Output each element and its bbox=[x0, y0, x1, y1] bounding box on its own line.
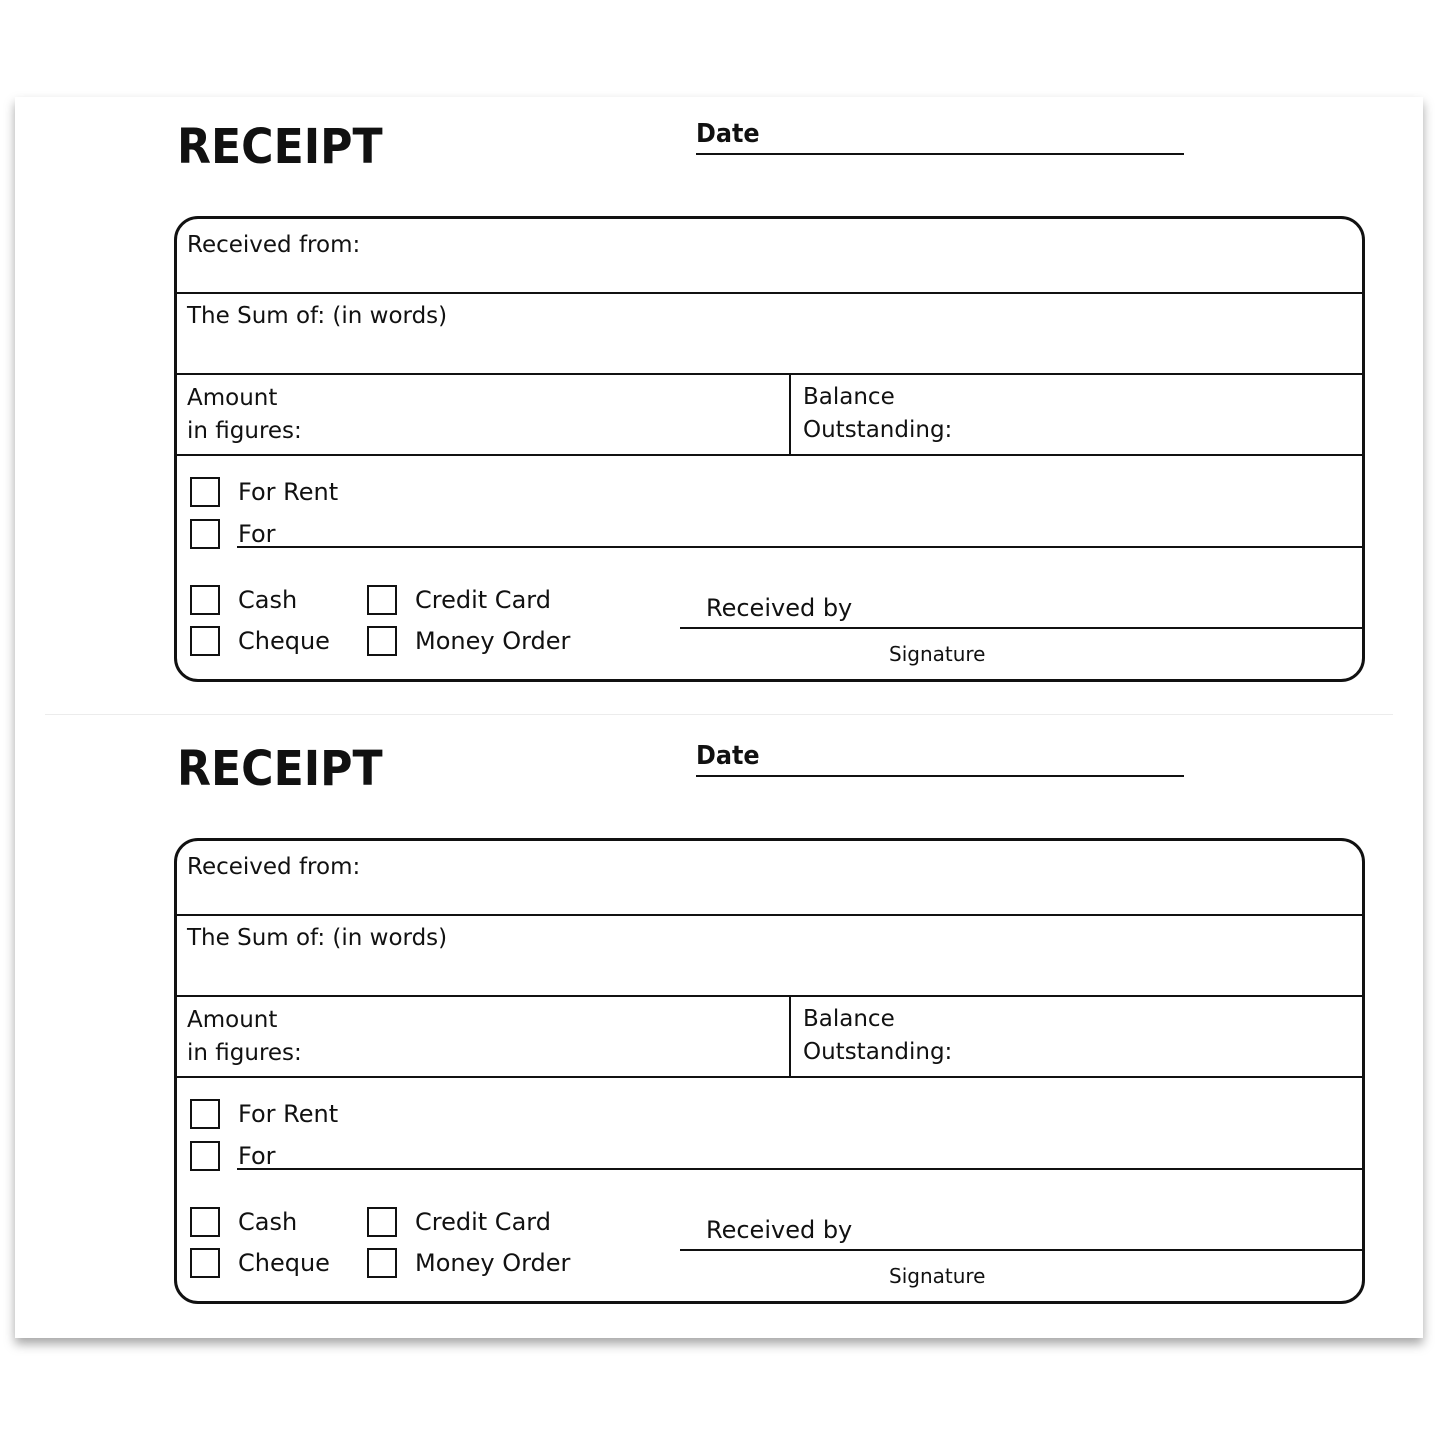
money-order-label: Money Order bbox=[415, 1249, 571, 1277]
for-rent-checkbox[interactable] bbox=[190, 477, 220, 507]
amount-balance-row bbox=[177, 997, 1362, 1078]
amount-label-line2: in figures: bbox=[187, 1040, 302, 1066]
balance-outstanding-label[interactable] bbox=[803, 381, 1103, 447]
date-label: Date bbox=[696, 741, 760, 771]
for-other-label: For bbox=[238, 1142, 276, 1170]
received-by-label: Received by bbox=[706, 594, 853, 622]
sum-in-words-field[interactable] bbox=[177, 294, 1362, 375]
for-other-label: For bbox=[238, 520, 276, 548]
sum-in-words-label: The Sum of: (in words) bbox=[187, 925, 448, 951]
signature-line[interactable] bbox=[680, 1249, 1362, 1251]
cash-checkbox[interactable] bbox=[190, 1207, 220, 1237]
money-order-checkbox[interactable] bbox=[367, 1248, 397, 1278]
for-other-line[interactable] bbox=[237, 1168, 1362, 1170]
balance-label-line1: Balance bbox=[803, 384, 895, 410]
for-rent-label: For Rent bbox=[238, 478, 339, 506]
received-from-field[interactable] bbox=[177, 841, 1362, 916]
amount-in-figures-label[interactable] bbox=[187, 382, 487, 448]
amount-balance-row bbox=[177, 375, 1362, 456]
signature-line[interactable] bbox=[680, 627, 1362, 629]
cheque-label: Cheque bbox=[238, 627, 330, 655]
balance-label-line2: Outstanding: bbox=[803, 1039, 953, 1065]
for-rent-checkbox[interactable] bbox=[190, 1099, 220, 1129]
receipt-title: RECEIPT bbox=[177, 119, 383, 175]
receipt-title: RECEIPT bbox=[177, 741, 383, 797]
credit-card-checkbox[interactable] bbox=[367, 585, 397, 615]
date-label: Date bbox=[696, 119, 760, 149]
signature-caption: Signature bbox=[889, 642, 986, 666]
receipt-sheet bbox=[15, 97, 1423, 1338]
column-divider bbox=[789, 375, 791, 454]
credit-card-label: Credit Card bbox=[415, 586, 551, 614]
cheque-label: Cheque bbox=[238, 1249, 330, 1277]
amount-label-line2: in figures: bbox=[187, 418, 302, 444]
for-rent-label: For Rent bbox=[238, 1100, 339, 1128]
cheque-checkbox[interactable] bbox=[190, 1248, 220, 1278]
received-from-label: Received from: bbox=[187, 854, 361, 880]
receipt-2 bbox=[15, 719, 1423, 1319]
balance-label-line2: Outstanding: bbox=[803, 417, 953, 443]
receipt-form-box bbox=[174, 216, 1365, 682]
for-other-checkbox[interactable] bbox=[190, 1141, 220, 1171]
signature-caption: Signature bbox=[889, 1264, 986, 1288]
cash-label: Cash bbox=[238, 586, 298, 614]
for-other-checkbox[interactable] bbox=[190, 519, 220, 549]
money-order-label: Money Order bbox=[415, 627, 571, 655]
credit-card-label: Credit Card bbox=[415, 1208, 551, 1236]
column-divider bbox=[789, 997, 791, 1076]
received-from-field[interactable] bbox=[177, 219, 1362, 294]
received-from-label: Received from: bbox=[187, 232, 361, 258]
amount-label-line1: Amount bbox=[187, 385, 278, 411]
balance-outstanding-label[interactable] bbox=[803, 1003, 1103, 1069]
date-field[interactable] bbox=[696, 741, 1184, 777]
balance-label-line1: Balance bbox=[803, 1006, 895, 1032]
for-other-line[interactable] bbox=[237, 546, 1362, 548]
amount-in-figures-label[interactable] bbox=[187, 1004, 487, 1070]
sum-in-words-field[interactable] bbox=[177, 916, 1362, 997]
cash-checkbox[interactable] bbox=[190, 585, 220, 615]
credit-card-checkbox[interactable] bbox=[367, 1207, 397, 1237]
date-field[interactable] bbox=[696, 119, 1184, 155]
cash-label: Cash bbox=[238, 1208, 298, 1236]
cheque-checkbox[interactable] bbox=[190, 626, 220, 656]
sum-in-words-label: The Sum of: (in words) bbox=[187, 303, 448, 329]
receipt-form-box bbox=[174, 838, 1365, 1304]
money-order-checkbox[interactable] bbox=[367, 626, 397, 656]
received-by-label: Received by bbox=[706, 1216, 853, 1244]
amount-label-line1: Amount bbox=[187, 1007, 278, 1033]
receipt-1 bbox=[15, 97, 1423, 697]
perforation-line bbox=[45, 714, 1393, 715]
